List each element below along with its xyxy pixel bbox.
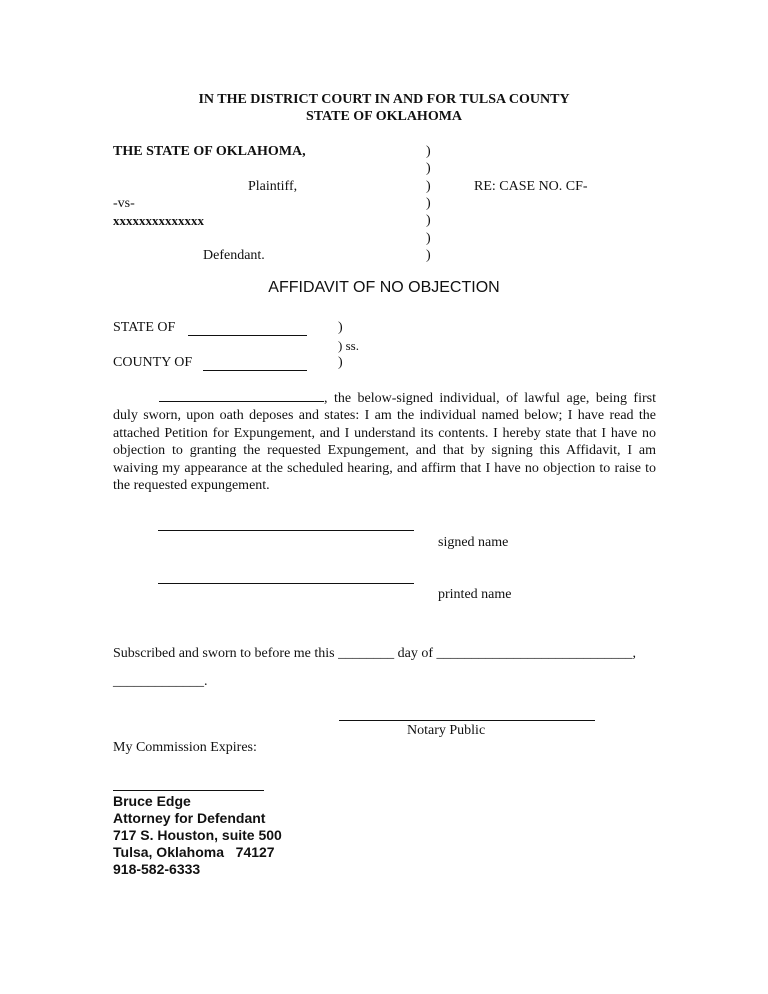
attorney-phone: 918-582-6333	[113, 861, 201, 877]
affiant-name-blank[interactable]	[159, 389, 324, 402]
caption-paren: )	[426, 144, 431, 159]
jurat-comma: ,	[632, 646, 637, 661]
attorney-address-city: Tulsa, Oklahoma 74127	[113, 844, 275, 860]
jurat-line	[113, 646, 636, 662]
notary-public-label: Notary Public	[407, 723, 486, 738]
jurat-day-of: day of	[394, 646, 437, 661]
attorney-address-street: 717 S. Houston, suite 500	[113, 827, 282, 843]
jurat-year-line	[113, 674, 208, 690]
jurat-day-blank[interactable]: ________	[338, 646, 395, 661]
venue-ss: ) ss.	[338, 338, 359, 353]
case-number-ref: RE: CASE NO. CF-	[474, 179, 588, 194]
caption-paren: )	[426, 231, 431, 246]
caption-paren: )	[426, 196, 431, 211]
venue-state-label: STATE OF	[113, 320, 176, 335]
caption-paren: )	[426, 179, 431, 194]
jurat-period: .	[204, 674, 208, 689]
printed-name-line[interactable]	[158, 583, 414, 584]
defendant-name: xxxxxxxxxxxxxx	[113, 213, 204, 228]
printed-name-label: printed name	[438, 587, 512, 602]
versus-label: -vs-	[113, 196, 135, 211]
caption-paren: )	[426, 248, 431, 263]
venue-paren: )	[338, 320, 343, 335]
venue-state-blank[interactable]	[188, 335, 307, 336]
jurat-text: Subscribed and sworn to before me this	[113, 646, 339, 661]
caption-paren: )	[426, 213, 431, 228]
affidavit-body	[113, 389, 656, 494]
attorney-title: Attorney for Defendant	[113, 810, 266, 826]
venue-paren: )	[338, 355, 343, 370]
commission-expires-line[interactable]	[113, 790, 264, 791]
document-title: AFFIDAVIT OF NO OBJECTION	[268, 279, 500, 296]
signature-line[interactable]	[158, 530, 414, 531]
caption-paren: )	[426, 161, 431, 176]
venue-county-blank[interactable]	[203, 370, 307, 371]
jurat-month-blank[interactable]: ____________________________	[436, 646, 633, 661]
venue-county-label: COUNTY OF	[113, 355, 193, 370]
notary-signature-line[interactable]	[339, 720, 595, 721]
court-state-line: STATE OF OKLAHOMA	[305, 109, 463, 124]
plaintiff-role: Plaintiff,	[248, 179, 298, 194]
plaintiff-name: THE STATE OF OKLAHOMA,	[113, 144, 306, 159]
attorney-name: Bruce Edge	[113, 793, 191, 809]
signed-name-label: signed name	[438, 535, 509, 550]
affidavit-text: , the below-signed individual, of lawful age, being first duly sworn, upon oath deposes and states: I am the individual named below; I have read the attached Petition for Expungement, and I understand its contents. I hereby state that I have no objection to granting the requested Expungement, and that by signing this Affidavit, I am waiving my appearance at the scheduled hearing, and affirm that I have no objection to raise to the requested expungement.	[113, 391, 656, 494]
commission-expires-label: My Commission Expires:	[113, 740, 257, 755]
court-name-line: IN THE DISTRICT COURT IN AND FOR TULSA COUNTY	[198, 92, 570, 107]
jurat-year-blank[interactable]: _____________	[113, 674, 204, 689]
defendant-role: Defendant.	[203, 248, 265, 263]
